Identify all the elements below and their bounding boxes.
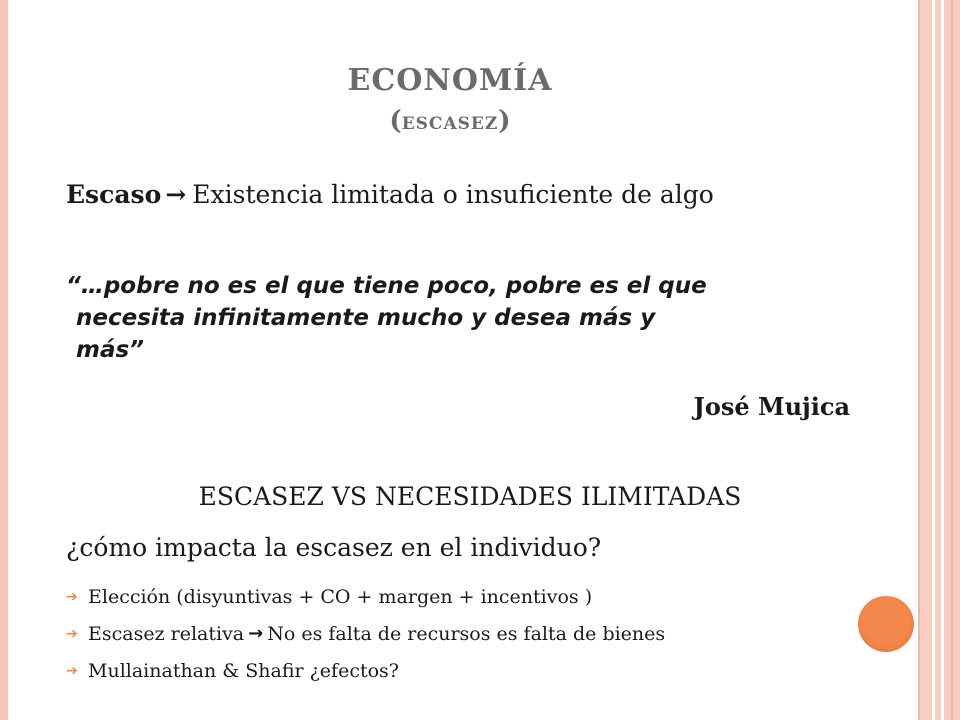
subtitle-close-paren: ) bbox=[498, 106, 511, 136]
definition-text: Existencia limitada o insuficiente de algo bbox=[192, 180, 714, 209]
frame-line bbox=[918, 0, 920, 720]
quote-author: José Mujica bbox=[693, 392, 850, 421]
slide-frame-right bbox=[918, 0, 960, 720]
list-item bbox=[66, 615, 665, 652]
quote-line: “…pobre no es el que tiene poco, pobre es el que bbox=[66, 273, 707, 299]
bullet-list bbox=[66, 578, 665, 689]
definition-term: Escaso bbox=[66, 180, 162, 209]
bullet-text-before: Escasez relativa bbox=[88, 622, 245, 645]
question-text: ¿cómo impacta la escasez en el individuo? bbox=[66, 533, 602, 562]
list-item bbox=[66, 652, 665, 689]
section-heading-text: ESCASEZ VS NECESIDADES ILIMITADAS bbox=[198, 482, 742, 511]
bullet-text: Elección (disyuntivas + CO + margen + incentivos ) bbox=[88, 585, 593, 608]
bold-right-arrow-icon: → bbox=[248, 622, 264, 644]
frame-line bbox=[932, 0, 935, 720]
arrow-right-icon: ➔ bbox=[66, 625, 78, 642]
section-heading bbox=[0, 480, 940, 514]
frame-line bbox=[941, 0, 944, 720]
bullet-text: Mullainathan & Shafir ¿efectos? bbox=[88, 659, 399, 682]
frame-line bbox=[951, 0, 953, 720]
bullet-text-after: No es falta de recursos es falta de bienes bbox=[267, 622, 666, 645]
definition-line bbox=[66, 178, 714, 212]
subtitle-open-paren: ( bbox=[389, 106, 402, 136]
quote-line: necesita infinitamente mucho y desea más y bbox=[76, 305, 656, 331]
accent-circle bbox=[858, 596, 914, 652]
arrow-right-icon: ➔ bbox=[66, 588, 78, 605]
bold-right-arrow-icon: → bbox=[165, 180, 187, 209]
slide-frame-left bbox=[0, 0, 8, 720]
list-item bbox=[66, 578, 665, 615]
arrow-right-icon: ➔ bbox=[66, 662, 78, 679]
quote-line: más” bbox=[76, 337, 144, 363]
slide-subtitle bbox=[170, 104, 730, 141]
subtitle-word: ESCASEZ bbox=[401, 114, 499, 134]
quote-block bbox=[66, 270, 826, 366]
slide-title: ECONOMÍA bbox=[347, 63, 553, 98]
